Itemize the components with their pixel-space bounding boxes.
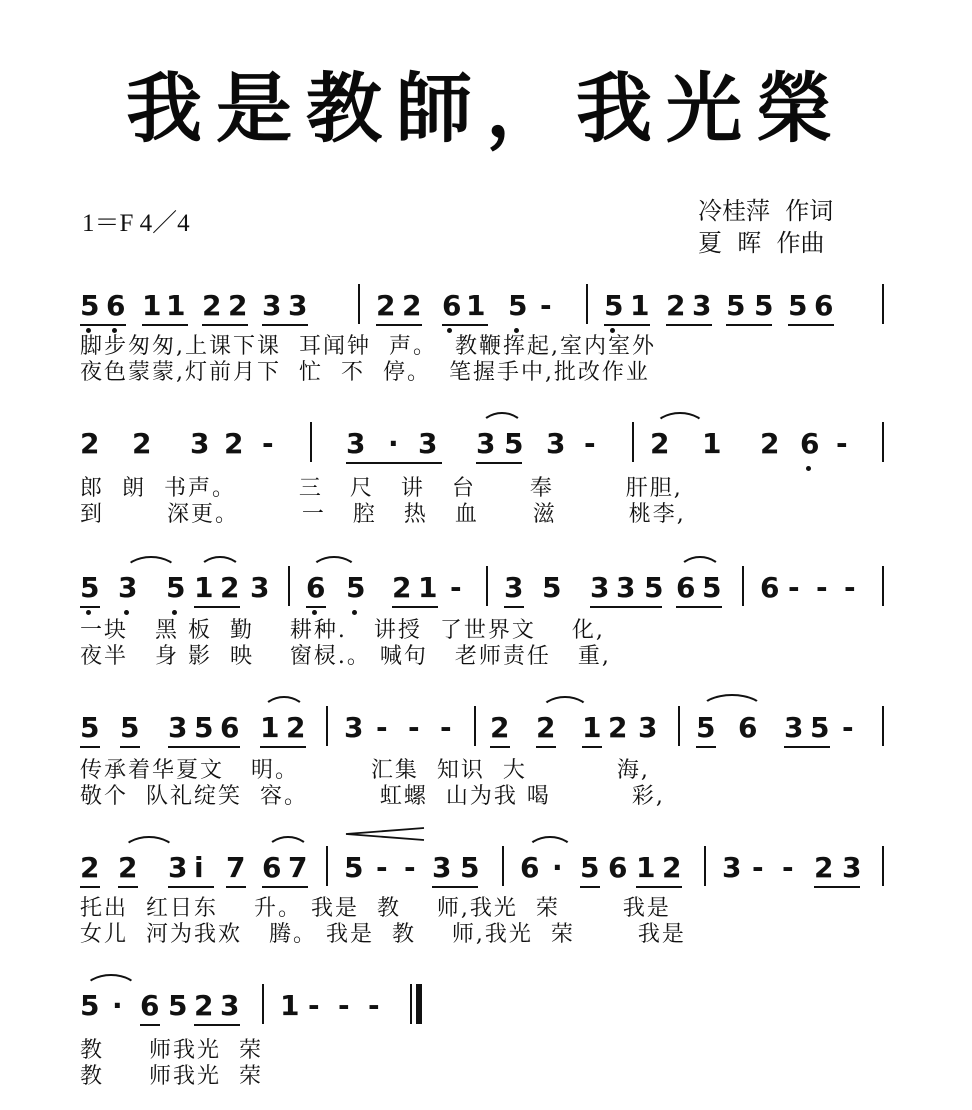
notation-line: 5 6 1 1 2 2 3 3 2 2 6 1 5 - 5 1 2 3 5 5 5 6 [70,288,900,332]
notation-line: 5 · 6 5 2 3 1 - - - [70,988,900,1032]
lyrics-verse-1: 一块 黑 板 勤 耕种. 讲授 了世界文 化, [80,618,605,643]
lyrics-verse-2: 敬个 队礼绽笑 容。 虹螺 山为我 喝 彩, [80,784,665,809]
lyrics-verse-1: 郎 朗 书声。 三 尺 讲 台 奉 肝胆, [80,476,683,501]
notation-line: 2 2 3 i 7 6 7 5 - - 3 5 6 · 5 6 1 2 3 - - 2 3 [70,850,900,894]
song-title: 我是教師，我光榮 [126,64,846,153]
lyrics-verse-1: 教 师我光 荣 [80,1038,263,1063]
lyrics-verse-2: 夜色蒙蒙,灯前月下 忙 不 停。 笔握手中,批改作业 [80,360,650,385]
lyrics-verse-2: 夜半 身 影 映 窗棂.。 喊句 老师责任 重, [80,644,611,669]
lyrics-verse-1: 托出 红日东 升。 我是 教 师,我光 荣 我是 [80,896,671,921]
notation-line: 5 5 3 5 6 1 2 3 - - - 2 2 1 2 3 5 6 3 5 - [70,710,900,754]
lyrics-verse-2: 女儿 河为我欢 腾。 我是 教 师,我光 荣 我是 [80,922,686,947]
lyrics-verse-2: 到 深更。 一 腔 热 血 滋 桃李, [80,502,686,527]
notation-line: 5 3 5 1 2 3 6 5 2 1 - 3 5 3 3 5 6 5 6 - - - [70,570,900,614]
lyricist-credit: 冷桂萍 作词 [698,197,834,225]
lyrics-verse-2: 教 师我光 荣 [80,1064,263,1089]
row-1-notes [0,0,1,1]
key-signature: 1＝F 4／4 [82,210,190,237]
composer-credit: 夏 晖 作曲 [698,229,825,257]
notation-line: 2 2 3 2 - 3 · 3 3 5 3 - 2 1 2 6 - [70,426,900,470]
credits [698,195,833,259]
lyrics-verse-1: 传承着华夏文 明。 汇集 知识 大 海, [80,758,650,783]
lyrics-verse-1: 脚步匆匆,上课下课 耳闻钟 声。 教鞭挥起,室内室外 [80,334,656,359]
crescendo-hairpin-icon [344,826,426,842]
